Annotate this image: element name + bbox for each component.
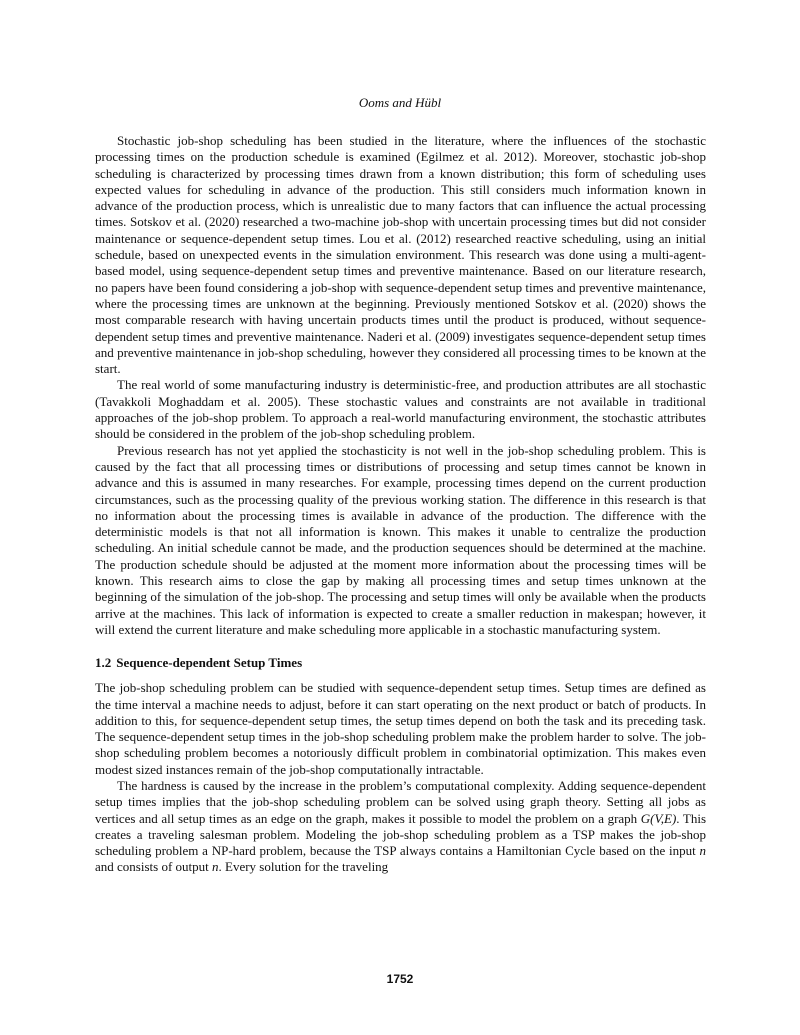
text-run: . This creates a traveling salesman problem. Modeling the job-shop scheduling problem as a TSP makes the job-shop scheduling problem a NP-hard problem, because the TSP always contains a Hamiltonian Cycle based on the input xyxy=(95,810,706,859)
page-body xyxy=(95,133,706,876)
body-paragraph: The real world of some manufacturing industry is deterministic-free, and production attributes are all stochastic (Tavakkoli Moghaddam et al. 2005). These stochastic values and constraints are not available in traditional approaches of the job-shop problem. To approach a real-world manufacturing environment, the stochastic attributes should be considered in the problem of the job-shop scheduling problem. xyxy=(95,377,706,442)
text-run: and consists of output xyxy=(95,859,212,875)
section-title: Sequence-dependent Setup Times xyxy=(116,655,303,671)
math-variable-n: n xyxy=(212,859,219,875)
body-paragraph: Previous research has not yet applied the stochasticity is not well in the job-shop scheduling problem. This is caused by the fact that all processing times or distributions of processing and setup times cannot be known in advance and this is assumed in many researches. For example, processing times depend on the current production circumstances, such as the processing quality of the previous working station. The difference in this research is that no information about the processing times is available in advance of the production. The difference with the deterministic models is that not all information is known. This makes it unable to centralize the production scheduling. An initial schedule cannot be made, and the production sequences should be determined at the machine. The production schedule should be adjusted at the moment more information about the processing times will be known. This research aims to close the gap by making all processing times and setup times unknown at the beginning of the simulation of the job-shop. The processing and setup times will only be available when the products arrive at the machines. This lack of information is expected to create a smaller reduction in makespan; however, it will extend the current literature and make scheduling more applicable in a stochastic manufacturing system. xyxy=(95,442,706,637)
body-paragraph: The job-shop scheduling problem can be studied with sequence-dependent setup times. Setup times are defined as the time interval a machine needs to adjust, before it can start operating on the next product or batch of products. In addition to this, for sequence-dependent setup times, the setup times depend on both the task and its preceding task. The sequence-dependent setup times in the job-shop scheduling problem make the problem harder to solve. The job-shop scheduling problem becomes a notoriously difficult problem in combinatorial optimization. This makes even modest sized instances remain of the job-shop computationally intractable. xyxy=(95,680,706,777)
section-heading xyxy=(95,655,706,671)
page-number: 1752 xyxy=(386,972,414,986)
math-graph: G(V,E) xyxy=(640,810,677,826)
body-paragraph xyxy=(95,778,706,876)
text-run: . Every solution for the traveling xyxy=(218,859,389,875)
math-variable-n: n xyxy=(699,843,706,859)
body-paragraph: Stochastic job-shop scheduling has been studied in the literature, where the influences of the stochastic processing times on the production schedule is examined (Egilmez et al. 2012). Moreover, stochastic job-shop scheduling is characterized by processing times drawn from a known distribution; this form of scheduling uses expected values for scheduling in advance of the production. This still considers much information known in advance of the production process, which is unrealistic due to many factors that can influence the actual processing times. Sotskov et al. (2020) researched a two-machine job-shop with uncertain processing times but did not consider maintenance or sequence-dependent setup times. Lou et al. (2012) researched reactive scheduling, using an initial schedule, based on unexpected events in the simulation environment. This research was done using a multi-agent-based model, using sequence-dependent setup times and preventive maintenance. Based on our literature research, no papers have been found considering a job-shop with sequence-dependent setup times and preventive maintenance, where the processing times are unknown at the beginning. Previously mentioned Sotskov et al. (2020) shows the most comparable research with having uncertain products times until the product is produced, without sequence-dependent setup times and preventive maintenance. Naderi et al. (2009) investigates sequence-dependent setup times and preventive maintenance in job-shop scheduling, however they considered all processing times to be known at the start. xyxy=(95,133,706,377)
text-run: The hardness is caused by the increase in the problem’s computational complexity. Adding sequence-dependent setup times implies that the job-shop scheduling problem can be solved using graph theory. Setting all jobs as vertices and all setup times as an edge on the graph, makes it possible to model the problem on a graph xyxy=(95,777,706,826)
section-number: 1.2 xyxy=(95,655,112,671)
running-head: Ooms and Hübl xyxy=(358,95,442,110)
